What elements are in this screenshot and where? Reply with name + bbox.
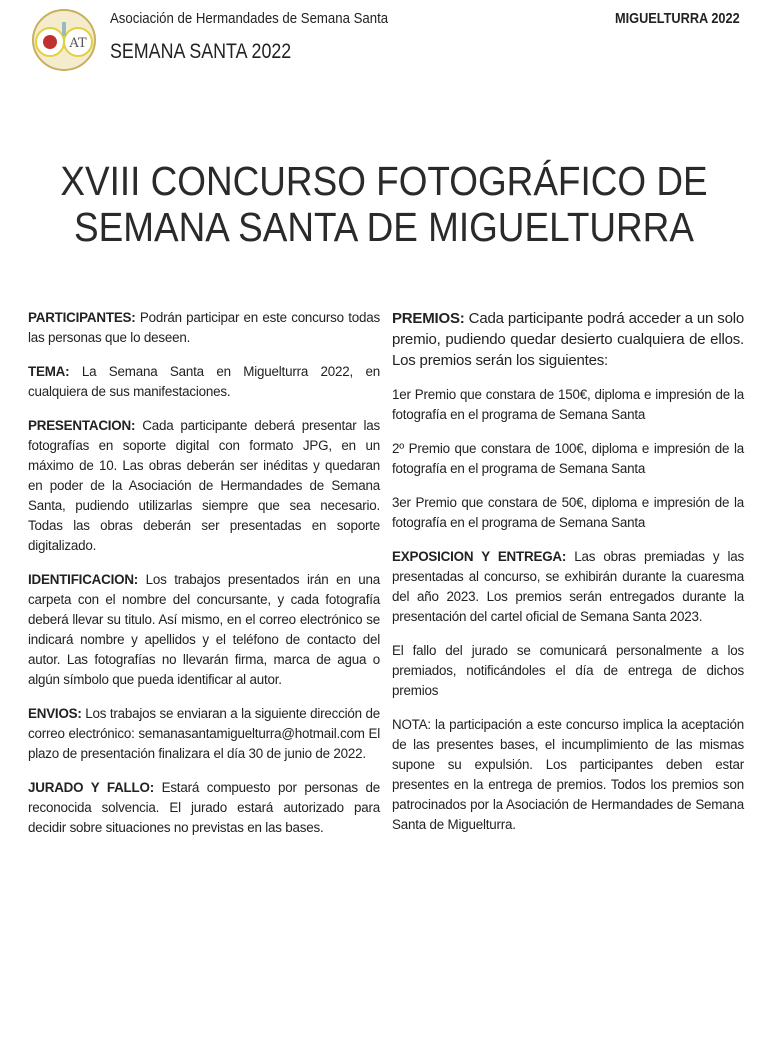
section-label: IDENTIFICACION:: [28, 572, 139, 587]
section-text: El fallo del jurado se comunicará personalmente a los premiados, notificándoles el día de entrega de dichos premios: [392, 643, 744, 698]
section-text: Los trabajos presentados irán en una carpeta con el nombre del concursante, y cada fotografía deberá llevar su titulo. Así mismo, en el correo electrónico se indicará nombre y apellidos y el teléfono de contacto del autor. Las fotografías no llevarán firma, marca de agua o algún símbolo que pueda identificar al autor.: [28, 572, 380, 687]
section-exposicion: [392, 547, 744, 627]
section-text: La Semana Santa en Miguelturra 2022, en cualquiera de sus manifestaciones.: [28, 364, 380, 399]
section-text: 3er Premio que constara de 50€, diploma e impresión de la fotografía en el programa de Semana Santa: [392, 495, 744, 530]
section-premios: [392, 308, 744, 371]
location-year: MIGUELTURRA 2022: [615, 10, 740, 27]
prize-second: [392, 439, 744, 479]
section-label: ENVIOS:: [28, 706, 82, 721]
section-text: Las obras premiadas y las presentadas al concurso, se exhibirán durante la cuaresma del año 2023. Los premios serán entregados durante la presentación del cartel oficial de Semana Santa 2023.: [392, 549, 744, 624]
right-column: [392, 308, 744, 849]
section-jurado: [28, 778, 380, 838]
section-label: PRESENTACION:: [28, 418, 136, 433]
section-label: TEMA:: [28, 364, 70, 379]
organization-name: Asociación de Hermandades de Semana Santa: [110, 10, 389, 27]
section-label: JURADO Y FALLO:: [28, 780, 154, 795]
section-label: EXPOSICION Y ENTREGA:: [392, 549, 567, 564]
section-text: Estará compuesto por personas de reconocida solvencia. El jurado estará autorizado para decidir sobre situaciones no previstas en las bases.: [28, 780, 380, 835]
section-text: 2º Premio que constara de 100€, diploma e impresión de la fotografía en el programa de Semana Santa: [392, 441, 744, 476]
section-text: Podrán participar en este concurso todas las personas que lo deseen.: [28, 310, 380, 345]
section-text: NOTA: la participación a este concurso implica la aceptación de las presentes bases, el incumplimiento de las mismas supone su expulsión. Los participantes deben estar presentes en la entrega de premios. Todos los premios son patrocinados por la Asociación de Hermandades de Semana Santa de Miguelturra.: [392, 717, 744, 832]
section-envios: [28, 704, 380, 764]
header-logo: [32, 8, 96, 72]
section-text: Cada participante deberá presentar las fotografías en soporte digital con formato JPG, en un máximo de 10. Las obras deberán ser inéditas y quedaran en poder de la Asociación de Hermandades de Semana Santa, pudiendo utilizarlas siempre que sea necesario. Todas las obras deberán ser presentadas en soporte digitalizado.: [28, 418, 380, 553]
section-tema: [28, 362, 380, 402]
section-identificacion: [28, 570, 380, 690]
section-fallo: [392, 641, 744, 701]
title-line-1: XVIII CONCURSO FOTOGRÁFICO DE: [60, 158, 708, 204]
page-title: [38, 158, 729, 250]
section-label: PREMIOS:: [392, 310, 465, 327]
section-presentacion: [28, 416, 380, 556]
section-participantes: [28, 308, 380, 348]
section-text: Los trabajos se enviaran a la siguiente dirección de correo electrónico: semanasantamiguelturra@hotmail.com El plazo de presentación finalizara el día 30 de junio de 2022.: [28, 706, 380, 761]
section-nota: [392, 715, 744, 835]
left-column: [28, 308, 380, 852]
title-line-2: SEMANA SANTA DE MIGUELTURRA: [74, 204, 694, 250]
prize-third: [392, 493, 744, 533]
event-subtitle: SEMANA SANTA 2022: [110, 40, 292, 63]
svg-text:AT: AT: [69, 36, 87, 51]
brotherhood-logo-icon: [32, 8, 96, 72]
prize-first: [392, 385, 744, 425]
section-label: PARTICIPANTES:: [28, 310, 136, 325]
section-text: Cada participante podrá acceder a un solo premio, pudiendo quedar desierto cualquiera de ellos. Los premios serán los siguientes:: [392, 310, 744, 369]
section-text: 1er Premio que constara de 150€, diploma e impresión de la fotografía en el programa de Semana Santa: [392, 387, 744, 422]
